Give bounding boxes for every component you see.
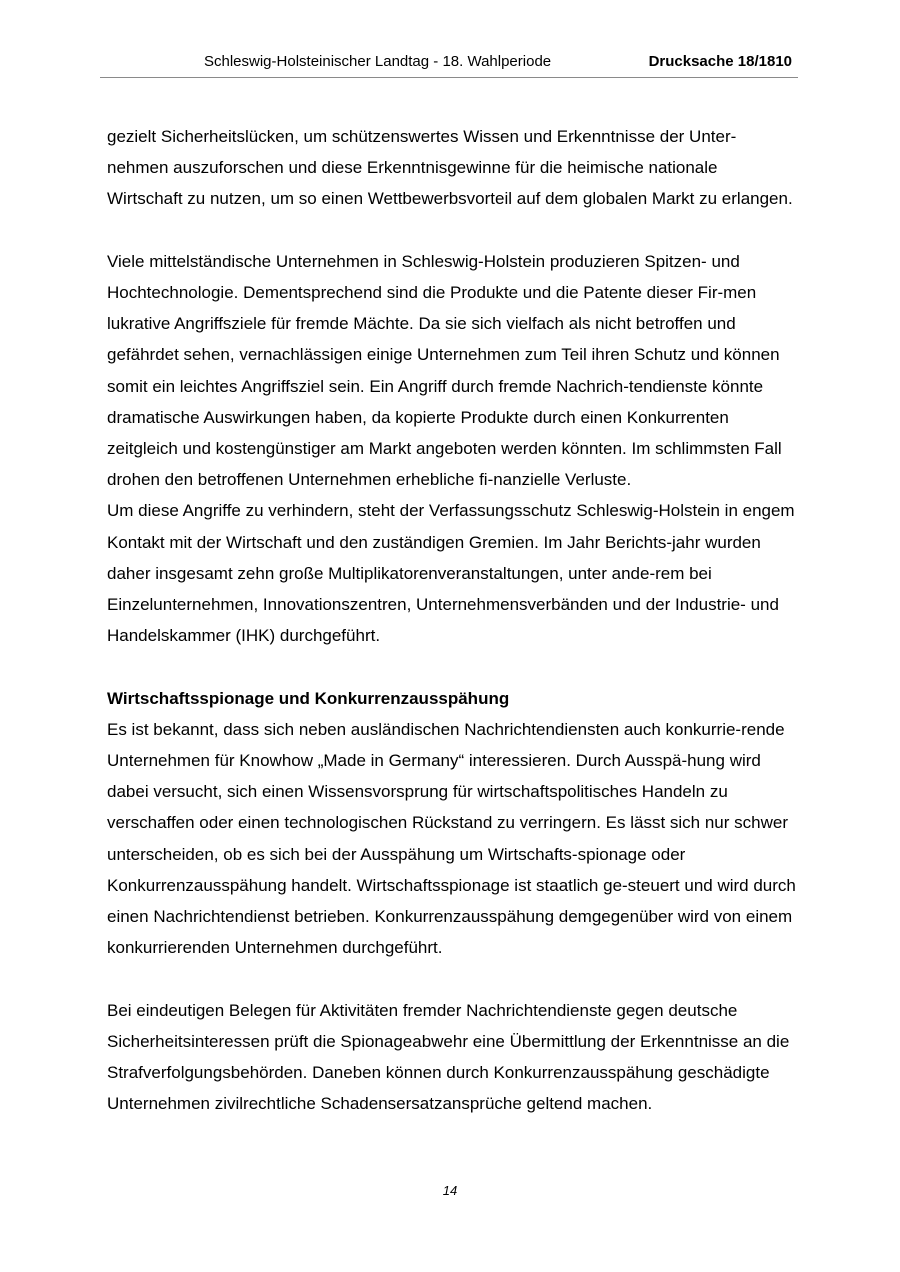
paragraph-1: gezielt Sicherheitslücken, um schützenswertes Wissen und Erkenntnisse der Unter-nehmen auszuforschen und diese Erkenntnisgewinne für die heimische nationale Wirtschaft zu nutzen, um so einen Wettbewerbsvorteil auf dem globalen Markt zu erlangen.: [107, 127, 793, 209]
page-number: 14: [442, 1183, 458, 1198]
document-body: [107, 121, 797, 1119]
paragraph-5: Bei eindeutigen Belegen für Aktivitäten fremder Nachrichtendienste gegen deutsche Sicherheitsinteressen prüft die Spionageabwehr eine Übermittlung der Erkenntnisse an die Strafverfolgungsbehörden. Daneben können durch Konkurrenzausspähung geschädigte Unternehmen zivilrechtliche Schadensersatzansprüche geltend machen.: [107, 1000, 790, 1114]
document-number: Drucksache 18/1810: [648, 53, 792, 70]
paragraph-spacer: [107, 651, 797, 682]
paragraph-spacer: [107, 963, 797, 994]
page-header: [100, 50, 798, 78]
header-title: Schleswig-Holsteinischer Landtag - 18. Wahlperiode: [204, 53, 552, 70]
paragraph-3: Um diese Angriffe zu verhindern, steht der Verfassungsschutz Schleswig-Holstein in engem Kontakt mit der Wirtschaft und den zuständigen Gremien. Im Jahr Berichts-jahr wurden daher insgesamt zehn große Multiplikatorenveranstaltungen, unter ande-rem bei Einzelunternehmen, Innovationszentren, Unternehmensverbänden und der Industrie- und Handelskammer (IHK) durchgeführt.: [107, 501, 795, 646]
paragraph-4: Es ist bekannt, dass sich neben ausländischen Nachrichtendiensten auch konkurrie-rende Unternehmen für Knowhow „Made in Germany“ interessieren. Durch Ausspä-hung wird dabei versucht, sich einen Wissensvorsprung für wirtschaftspolitisches Handeln zu verschaffen oder einen technologischen Rückstand zu verringern. Es lässt sich nur schwer unterscheiden, ob es sich bei der Ausspähung um Wirtschafts-spionage oder Konkurrenzausspähung handelt. Wirtschaftsspionage ist staatlich ge-steuert und wird durch einen Nachrichtendienst betrieben. Konkurrenzausspähung demgegenüber wird von einem konkurrierenden Unternehmen durchgeführt.: [107, 719, 796, 958]
paragraph-spacer: [107, 215, 797, 246]
section-heading: Wirtschaftsspionage und Konkurrenzausspähung: [107, 688, 510, 708]
paragraph-2: Viele mittelständische Unternehmen in Schleswig-Holstein produzieren Spitzen- und Hochtechnologie. Dementsprechend sind die Produkte und die Patente dieser Fir-men lukrative Angriffsziele für fremde Mächte. Da sie sich vielfach als nicht betroffen und gefährdet sehen, vernachlässigen einige Unternehmen zum Teil ihren Schutz und können somit ein leichtes Angriffsziel sein. Ein Angriff durch fremde Nachrich-tendienste könnte dramatische Auswirkungen haben, da kopierte Produkte durch einen Konkurrenten zeitgleich und kostengünstiger am Markt angeboten werden könnten. Im schlimmsten Fall drohen den betroffenen Unternehmen erhebliche fi-nanzielle Verluste.: [107, 251, 782, 490]
